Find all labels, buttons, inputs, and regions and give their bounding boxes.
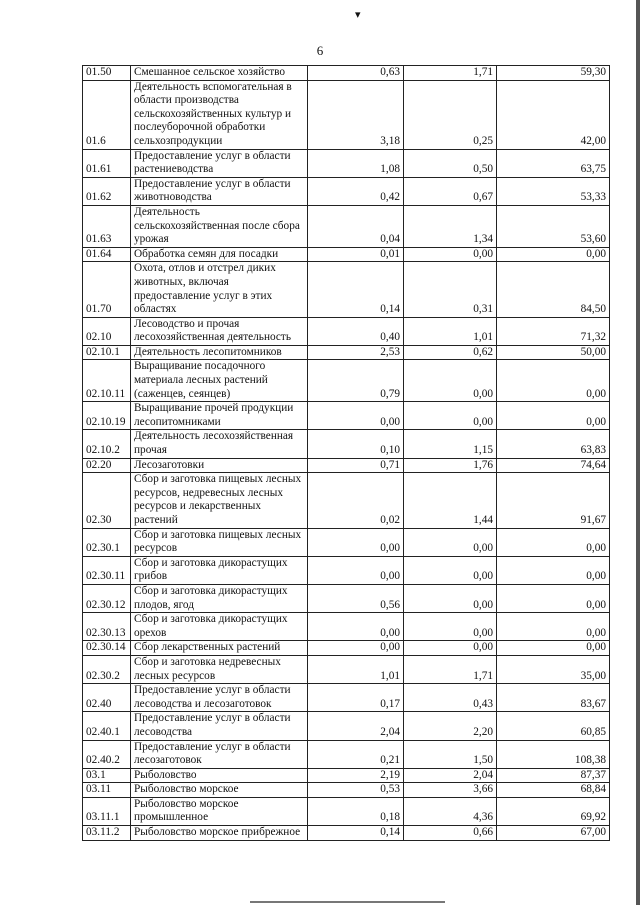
table-row <box>83 402 610 430</box>
value-2-cell: 0,66 <box>404 826 497 841</box>
value-3-cell: 35,00 <box>497 655 610 683</box>
activity-name-cell: Сбор и заготовка дикорастущих плодов, ягод <box>131 584 308 612</box>
okved-code-cell: 02.30.11 <box>83 556 131 584</box>
activity-name-cell: Предоставление услуг в области лесозаготовок <box>131 740 308 768</box>
value-2-cell: 0,31 <box>404 262 497 317</box>
value-1-cell: 1,08 <box>308 149 404 177</box>
okved-code-cell: 02.40 <box>83 684 131 712</box>
okved-code-cell: 02.30.12 <box>83 584 131 612</box>
activity-name-cell: Сбор и заготовка пищевых лесных ресурсов <box>131 528 308 556</box>
value-3-cell: 63,83 <box>497 430 610 458</box>
value-2-cell: 0,00 <box>404 528 497 556</box>
value-1-cell: 0,00 <box>308 556 404 584</box>
page-mark: ▾ <box>355 9 361 21</box>
value-1-cell: 0,40 <box>308 317 404 345</box>
value-1-cell: 0,17 <box>308 684 404 712</box>
activity-name-cell: Сбор и заготовка дикорастущих орехов <box>131 613 308 641</box>
value-1-cell: 0,14 <box>308 826 404 841</box>
value-2-cell: 0,25 <box>404 80 497 149</box>
table-body <box>83 66 610 841</box>
value-2-cell: 1,71 <box>404 66 497 81</box>
value-3-cell: 0,00 <box>497 402 610 430</box>
value-1-cell: 0,18 <box>308 797 404 825</box>
value-3-cell: 0,00 <box>497 360 610 402</box>
value-3-cell: 87,37 <box>497 768 610 783</box>
okved-code-cell: 02.40.1 <box>83 712 131 740</box>
value-3-cell: 53,60 <box>497 205 610 247</box>
okved-code-cell: 02.30 <box>83 473 131 528</box>
okved-code-cell: 01.64 <box>83 247 131 262</box>
okved-code-cell: 03.11.1 <box>83 797 131 825</box>
okved-code-cell: 01.50 <box>83 66 131 81</box>
value-3-cell: 53,33 <box>497 177 610 205</box>
okved-code-cell: 02.20 <box>83 458 131 473</box>
value-2-cell: 1,15 <box>404 430 497 458</box>
okved-code-cell: 01.61 <box>83 149 131 177</box>
value-3-cell: 84,50 <box>497 262 610 317</box>
activity-name-cell: Смешанное сельское хозяйство <box>131 66 308 81</box>
table-row <box>83 528 610 556</box>
activity-name-cell: Сбор и заготовка недревесных лесных ресурсов <box>131 655 308 683</box>
okved-code-cell: 02.10.11 <box>83 360 131 402</box>
value-1-cell: 0,21 <box>308 740 404 768</box>
table-row <box>83 641 610 656</box>
table-row <box>83 613 610 641</box>
okved-code-cell: 02.10.2 <box>83 430 131 458</box>
value-1-cell: 0,00 <box>308 402 404 430</box>
okved-code-cell: 01.6 <box>83 80 131 149</box>
okved-code-cell: 03.11 <box>83 783 131 798</box>
value-3-cell: 68,84 <box>497 783 610 798</box>
value-3-cell: 0,00 <box>497 528 610 556</box>
table-row <box>83 655 610 683</box>
table-row <box>83 205 610 247</box>
value-2-cell: 0,00 <box>404 584 497 612</box>
activity-name-cell: Выращивание прочей продукции лесопитомниками <box>131 402 308 430</box>
value-2-cell: 0,50 <box>404 149 497 177</box>
value-1-cell: 0,71 <box>308 458 404 473</box>
value-2-cell: 0,00 <box>404 247 497 262</box>
table-row <box>83 80 610 149</box>
value-2-cell: 1,44 <box>404 473 497 528</box>
value-3-cell: 0,00 <box>497 247 610 262</box>
table-row <box>83 149 610 177</box>
value-1-cell: 2,19 <box>308 768 404 783</box>
table-row <box>83 783 610 798</box>
value-3-cell: 59,30 <box>497 66 610 81</box>
activity-name-cell: Деятельность вспомогательная в области производства сельскохозяйственных культур и послеуборочной обработки сельхозпродукции <box>131 80 308 149</box>
value-2-cell: 1,50 <box>404 740 497 768</box>
activity-name-cell: Лесоводство и прочая лесохозяйственная деятельность <box>131 317 308 345</box>
activity-name-cell: Деятельность лесохозяйственная прочая <box>131 430 308 458</box>
table-row <box>83 247 610 262</box>
table-row <box>83 430 610 458</box>
table-row <box>83 66 610 81</box>
activity-name-cell: Деятельность лесопитомников <box>131 345 308 360</box>
value-1-cell: 0,00 <box>308 613 404 641</box>
value-3-cell: 67,00 <box>497 826 610 841</box>
okved-code-cell: 01.62 <box>83 177 131 205</box>
table-row <box>83 712 610 740</box>
okved-code-cell: 02.30.1 <box>83 528 131 556</box>
activity-name-cell: Сбор и заготовка пищевых лесных ресурсов, недревесных лесных ресурсов и лекарственных растений <box>131 473 308 528</box>
value-3-cell: 0,00 <box>497 641 610 656</box>
value-3-cell: 0,00 <box>497 556 610 584</box>
activity-name-cell: Охота, отлов и отстрел диких животных, включая предоставление услуг в этих областях <box>131 262 308 317</box>
table-row <box>83 740 610 768</box>
activity-name-cell: Сбор лекарственных растений <box>131 641 308 656</box>
okved-code-cell: 02.30.2 <box>83 655 131 683</box>
okved-code-cell: 03.1 <box>83 768 131 783</box>
scan-edge-bottom <box>250 901 445 903</box>
table-row <box>83 797 610 825</box>
value-2-cell: 1,01 <box>404 317 497 345</box>
activity-name-cell: Обработка семян для посадки <box>131 247 308 262</box>
value-2-cell: 2,20 <box>404 712 497 740</box>
value-1-cell: 2,04 <box>308 712 404 740</box>
value-1-cell: 1,01 <box>308 655 404 683</box>
okved-code-cell: 01.70 <box>83 262 131 317</box>
value-1-cell: 0,79 <box>308 360 404 402</box>
table-row <box>83 473 610 528</box>
scan-edge-right <box>636 0 640 905</box>
okved-code-cell: 02.10.19 <box>83 402 131 430</box>
value-3-cell: 50,00 <box>497 345 610 360</box>
value-3-cell: 71,32 <box>497 317 610 345</box>
value-1-cell: 0,10 <box>308 430 404 458</box>
table-row <box>83 360 610 402</box>
okved-code-cell: 02.30.13 <box>83 613 131 641</box>
activity-name-cell: Деятельность сельскохозяйственная после сбора урожая <box>131 205 308 247</box>
table-row <box>83 684 610 712</box>
data-table <box>82 65 610 841</box>
activity-name-cell: Лесозаготовки <box>131 458 308 473</box>
activity-name-cell: Предоставление услуг в области лесоводства <box>131 712 308 740</box>
table-row <box>83 177 610 205</box>
value-1-cell: 0,53 <box>308 783 404 798</box>
value-1-cell: 0,14 <box>308 262 404 317</box>
value-3-cell: 91,67 <box>497 473 610 528</box>
okved-code-cell: 02.10 <box>83 317 131 345</box>
value-1-cell: 0,01 <box>308 247 404 262</box>
value-3-cell: 63,75 <box>497 149 610 177</box>
activity-name-cell: Предоставление услуг в области животноводства <box>131 177 308 205</box>
value-1-cell: 0,56 <box>308 584 404 612</box>
activity-name-cell: Предоставление услуг в области растениеводства <box>131 149 308 177</box>
okved-code-cell: 02.30.14 <box>83 641 131 656</box>
value-3-cell: 60,85 <box>497 712 610 740</box>
activity-name-cell: Рыболовство морское прибрежное <box>131 826 308 841</box>
value-2-cell: 1,71 <box>404 655 497 683</box>
activity-name-cell: Рыболовство морское промышленное <box>131 797 308 825</box>
value-1-cell: 0,00 <box>308 641 404 656</box>
value-2-cell: 0,00 <box>404 556 497 584</box>
value-1-cell: 0,63 <box>308 66 404 81</box>
value-3-cell: 69,92 <box>497 797 610 825</box>
activity-name-cell: Сбор и заготовка дикорастущих грибов <box>131 556 308 584</box>
value-1-cell: 0,04 <box>308 205 404 247</box>
value-2-cell: 0,00 <box>404 360 497 402</box>
table-row <box>83 556 610 584</box>
value-3-cell: 74,64 <box>497 458 610 473</box>
value-1-cell: 0,00 <box>308 528 404 556</box>
activity-name-cell: Выращивание посадочного материала лесных растений (саженцев, сеянцев) <box>131 360 308 402</box>
value-2-cell: 0,00 <box>404 402 497 430</box>
value-3-cell: 83,67 <box>497 684 610 712</box>
activity-name-cell: Рыболовство морское <box>131 783 308 798</box>
value-3-cell: 108,38 <box>497 740 610 768</box>
value-2-cell: 4,36 <box>404 797 497 825</box>
value-1-cell: 0,02 <box>308 473 404 528</box>
value-2-cell: 0,62 <box>404 345 497 360</box>
value-2-cell: 1,76 <box>404 458 497 473</box>
value-2-cell: 1,34 <box>404 205 497 247</box>
activity-name-cell: Предоставление услуг в области лесоводства и лесозаготовок <box>131 684 308 712</box>
value-3-cell: 0,00 <box>497 613 610 641</box>
okved-code-cell: 02.10.1 <box>83 345 131 360</box>
value-2-cell: 2,04 <box>404 768 497 783</box>
value-2-cell: 0,00 <box>404 613 497 641</box>
okved-code-cell: 02.40.2 <box>83 740 131 768</box>
value-3-cell: 0,00 <box>497 584 610 612</box>
value-1-cell: 2,53 <box>308 345 404 360</box>
table-row <box>83 317 610 345</box>
table-row <box>83 458 610 473</box>
value-1-cell: 3,18 <box>308 80 404 149</box>
value-3-cell: 42,00 <box>497 80 610 149</box>
value-1-cell: 0,42 <box>308 177 404 205</box>
value-2-cell: 3,66 <box>404 783 497 798</box>
okved-code-cell: 03.11.2 <box>83 826 131 841</box>
table-row <box>83 345 610 360</box>
okved-code-cell: 01.63 <box>83 205 131 247</box>
activity-name-cell: Рыболовство <box>131 768 308 783</box>
value-2-cell: 0,00 <box>404 641 497 656</box>
table-row <box>83 584 610 612</box>
table-row <box>83 262 610 317</box>
value-2-cell: 0,67 <box>404 177 497 205</box>
table-row <box>83 826 610 841</box>
table-row <box>83 768 610 783</box>
value-2-cell: 0,43 <box>404 684 497 712</box>
page-number: 6 <box>316 43 324 58</box>
